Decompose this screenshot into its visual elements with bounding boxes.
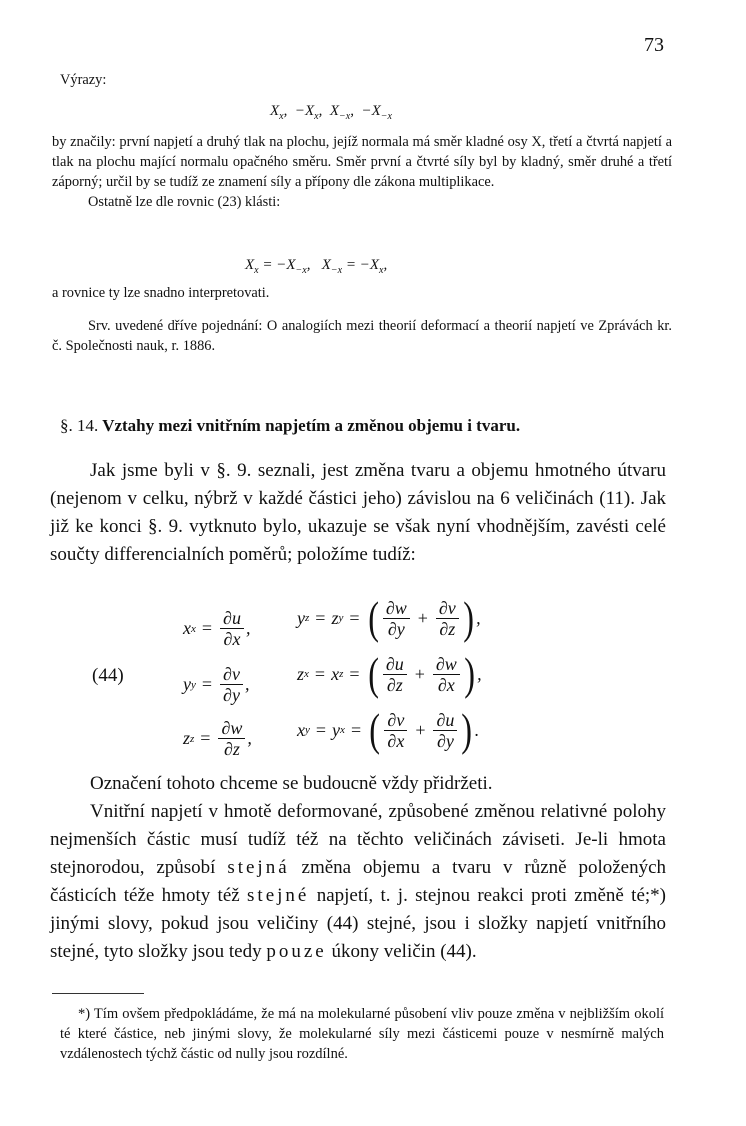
equation-stress-expressions: $X_x$, $-X_x$, $X_{-x}$, $-X_{-x}$	[270, 103, 392, 122]
paragraph-stress-sign	[52, 132, 672, 212]
paragraph-intro-text: Jak jsme byli v §. 9. seznali, jest změna tvaru a objemu hmotného útvaru (nejenom v celku, nýbrž v každé částici jeho) závislou na 6 veličinách (11). Jak již ke konci §. 9. vytknuto bylo, ukazuje se však nyní vhodnějším, zavésti celé součty differencialních poměrů; položíme tudíž:	[50, 460, 666, 565]
equation-zz: z z = $\frac{\partial w}{\partial z}$ ,	[183, 718, 252, 759]
stress-text-c: napjetí, t. j. stejnou reakci proti změně té;*) jinými slovy, pokud jsou veličiny (44) stejné, jsou i složky napjetí vnitřního stejné, tyto složky jsou tedy	[50, 885, 667, 962]
equation-xy: x y = y x = ( $\frac{\partial v}{\partial x}$ + $\frac{\partial u}{\partial y}$ ) .	[297, 704, 480, 755]
paragraph-reference	[52, 316, 672, 356]
paragraph-notation-text: Označení tohoto chceme se budoucně vždy přidržeti.	[90, 773, 493, 794]
equation-yz: y z = z y = ( $\frac{\partial w}{\partial y}$ + $\frac{\partial v}{\partial z}$ ) ,	[297, 592, 481, 643]
spaced-word-stejne: stejné	[247, 885, 310, 906]
paragraph-internal-stress-body	[50, 798, 666, 966]
paragraph-stress-sign-text: by značily: první napjetí a druhý tlak na plochu, jejíž normala má směr kladné osy X, třetí a čtvrtá napjetí a tlak na plochu mající normalu opačného směru. Směr první a čtvrté síly byl by kladný, směr druhé a třetí záporný; určil by se tudíž ze znamení síly a přípony dle zákona multiplikace.	[52, 134, 672, 190]
stress-text-d: úkony veličin (44).	[331, 941, 477, 962]
footnote-text: *) Tím ovšem předpokládáme, že má na molekularné působení vliv pouze změna v nejbližším okolí té které částice, neb jinými slovy, že molekularné síly mezi částicemi pouze v nesmírně malých vzdálenostech týchž částic od nully jsou rozdílné.	[60, 1006, 664, 1062]
paragraph-interpretation: a rovnice ty lze snadno interpretovati.	[52, 285, 270, 301]
paragraph-rovnice-23: Ostatně lze dle rovnic (23) klásti:	[88, 194, 281, 210]
equation-symmetry: $X_x = -X_{-x}$, $X_{-x} = -X_x$,	[245, 257, 388, 276]
page-number: 73	[644, 34, 664, 56]
footnote-divider	[52, 993, 144, 994]
equation-yy: y y = $\frac{\partial v}{\partial y}$ ,	[183, 664, 250, 705]
paragraph-internal-stress	[50, 798, 666, 966]
paragraph-intro	[50, 457, 666, 569]
equation-zx: z x = x z = ( $\frac{\partial u}{\partial z}$ + $\frac{\partial w}{\partial x}$ ) ,	[297, 648, 482, 699]
stress-text-b: změna objemu a tvaru v různě položených částicích téže hmoty též	[50, 857, 667, 906]
section-number: §. 14.	[60, 416, 99, 435]
spaced-word-pouze: pouze	[266, 941, 327, 962]
paragraph-notation	[50, 770, 666, 798]
equation-number: (44)	[92, 665, 124, 686]
footnote	[60, 1004, 664, 1064]
vyrazy-label: Výrazy:	[60, 72, 107, 88]
section-title: Vztahy mezi vnitřním napjetím a změnou objemu i tvaru.	[102, 416, 521, 435]
equation-xx: x x = $\frac{\partial u}{\partial x}$ ,	[183, 608, 251, 649]
reference-text: Srv. uvedené dříve pojednání: O analogiích mezi theorií deformací a theorií napjetí ve Zprávách kr. č. Společnosti nauk, r. 1886.	[52, 318, 672, 354]
section-heading	[60, 416, 700, 436]
stress-text-a: Vnitřní napjetí v hmotě deformované, způsobené změnou relativné polohy nejmenších částic musí tudíž též na těchto veličinách záviseti. Je-li hmota stejnorodou, způsobí	[50, 801, 666, 878]
spaced-word-stejna: stejná	[227, 857, 290, 878]
